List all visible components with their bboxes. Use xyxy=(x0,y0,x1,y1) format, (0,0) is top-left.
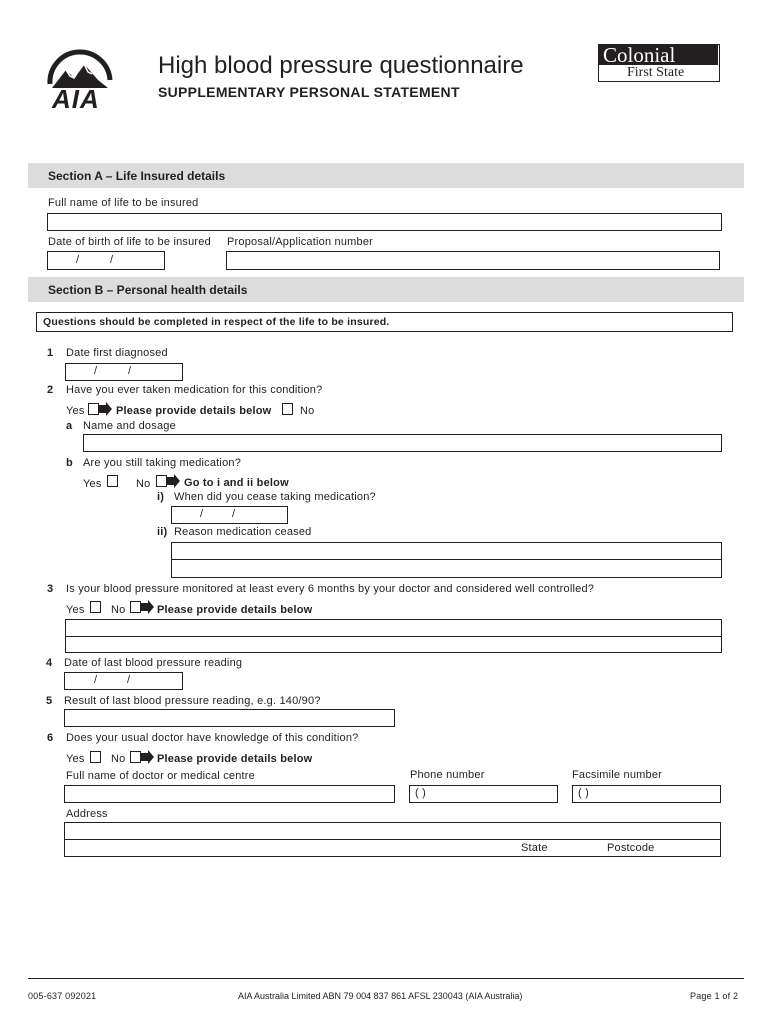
q2ii-input-2[interactable] xyxy=(171,560,722,578)
phone-area-code: ( ) xyxy=(415,787,426,799)
q2-label: Have you ever taken medication for this condition? xyxy=(66,384,323,396)
q2b-number: b xyxy=(66,457,73,469)
phone-label: Phone number xyxy=(410,769,485,781)
postcode-label: Postcode xyxy=(607,842,655,854)
fax-input[interactable] xyxy=(572,785,721,803)
q2b-no-label: No xyxy=(136,478,151,490)
section-a-heading: Section A – Life Insured details xyxy=(48,169,226,183)
address-label: Address xyxy=(66,808,108,820)
footer-company: AIA Australia Limited ABN 79 004 837 861 AFSL 230043 (AIA Australia) xyxy=(238,991,523,1001)
footer-code: 005-637 092021 xyxy=(28,991,97,1001)
dob-label: Date of birth of life to be insured xyxy=(48,236,211,248)
q6-no-label: No xyxy=(111,753,126,765)
fax-label: Facsimile number xyxy=(572,769,663,781)
q5-number: 5 xyxy=(46,695,53,707)
q2-yes-note: Please provide details below xyxy=(116,405,272,417)
q2-no-checkbox[interactable] xyxy=(282,403,293,415)
q5-input[interactable] xyxy=(64,709,395,727)
q3-no-label: No xyxy=(111,604,126,616)
address-input-1[interactable] xyxy=(64,822,721,840)
q4-number: 4 xyxy=(46,657,53,669)
logo-line-1: Colonial xyxy=(603,43,676,67)
full-name-input[interactable] xyxy=(47,213,722,231)
q2-yes-label: Yes xyxy=(66,405,85,417)
fax-area-code: ( ) xyxy=(578,787,589,799)
footer-divider xyxy=(28,978,744,979)
dob-input[interactable] xyxy=(47,251,165,270)
q2ii-input-1[interactable] xyxy=(171,542,722,560)
date-slash: / xyxy=(76,254,80,266)
q1-number: 1 xyxy=(47,347,54,359)
aia-logo-text: AIA xyxy=(52,84,100,114)
q6-yes-label: Yes xyxy=(66,753,85,765)
q2-number: 2 xyxy=(47,384,54,396)
arrow-right-icon xyxy=(98,402,118,416)
q3-label: Is your blood pressure monitored at least every 6 months by your doctor and considered well controlled? xyxy=(66,583,595,595)
section-b-heading: Section B – Personal health details xyxy=(48,283,248,297)
logo-line-2: First State xyxy=(627,65,685,80)
q6-no-note: Please provide details below xyxy=(157,753,313,765)
page-title: High blood pressure questionnaire xyxy=(158,52,524,79)
q3-number: 3 xyxy=(47,583,54,595)
q1-label: Date first diagnosed xyxy=(66,347,168,359)
q2a-label: Name and dosage xyxy=(83,420,176,432)
q4-label: Date of last blood pressure reading xyxy=(64,657,243,669)
q6-yes-checkbox[interactable] xyxy=(90,751,101,763)
q3-yes-checkbox[interactable] xyxy=(90,601,101,613)
section-a-band xyxy=(28,163,744,188)
doctor-input[interactable] xyxy=(64,785,395,803)
q4-date-input[interactable] xyxy=(64,672,183,690)
full-name-label: Full name of life to be insured xyxy=(48,197,199,209)
date-slash: / xyxy=(94,674,98,686)
q2ii-number: ii) xyxy=(157,526,168,538)
section-b-band xyxy=(28,277,744,302)
q2ii-label: Reason medication ceased xyxy=(174,526,312,538)
page-subtitle: SUPPLEMENTARY PERSONAL STATEMENT xyxy=(158,84,460,100)
q3-no-note: Please provide details below xyxy=(157,604,313,616)
arrow-right-icon xyxy=(166,474,186,488)
q1-date-input[interactable] xyxy=(65,363,183,381)
date-slash: / xyxy=(128,365,132,377)
q6-label: Does your usual doctor have knowledge of this condition? xyxy=(66,732,359,744)
q2-no-label: No xyxy=(300,405,315,417)
q2b-yes-label: Yes xyxy=(83,478,102,490)
date-slash: / xyxy=(127,674,131,686)
notice-box xyxy=(36,312,733,332)
q6-number: 6 xyxy=(47,732,54,744)
q2b-yes-checkbox[interactable] xyxy=(107,475,118,487)
q3-details-input-1[interactable] xyxy=(65,619,722,637)
q2b-label: Are you still taking medication? xyxy=(83,457,242,469)
q2a-number: a xyxy=(66,420,73,432)
q3-details-input-2[interactable] xyxy=(65,637,722,653)
date-slash: / xyxy=(94,365,98,377)
footer-page: Page 1 of 2 xyxy=(690,991,739,1001)
aia-logo xyxy=(44,44,116,112)
date-slash: / xyxy=(232,508,236,520)
q2i-label: When did you cease taking medication? xyxy=(174,491,376,503)
phone-input[interactable] xyxy=(409,785,558,803)
proposal-input[interactable] xyxy=(226,251,720,270)
q2a-input[interactable] xyxy=(83,434,722,452)
state-label: State xyxy=(521,842,548,854)
doctor-label: Full name of doctor or medical centre xyxy=(66,770,255,782)
notice-text: Questions should be completed in respect of the life to be insured. xyxy=(43,316,390,328)
q2i-date-input[interactable] xyxy=(171,506,288,524)
date-slash: / xyxy=(110,254,114,266)
q3-yes-label: Yes xyxy=(66,604,85,616)
q2b-no-note: Go to i and ii below xyxy=(184,477,289,489)
date-slash: / xyxy=(200,508,204,520)
q5-label: Result of last blood pressure reading, e.g. 140/90? xyxy=(64,695,321,707)
colonial-first-state-logo xyxy=(598,44,720,82)
q2i-number: i) xyxy=(157,491,165,503)
proposal-label: Proposal/Application number xyxy=(227,236,374,248)
